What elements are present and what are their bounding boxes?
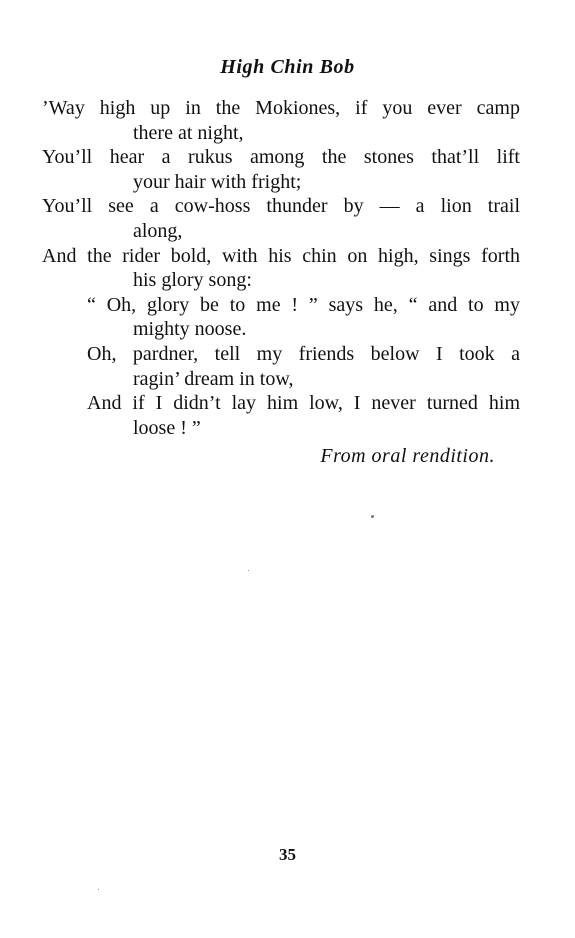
poem-stanza (42, 96, 520, 440)
poem-line-indented: “ Oh, glory be to me ! ” says he, “ and to my (87, 293, 520, 316)
poem-line-continuation: ragin’ dream in tow, (133, 367, 294, 390)
poem-line: ’Way high up in the Mokiones, if you ever camp (42, 97, 520, 119)
poem-line-continuation: along, (133, 219, 183, 242)
poem-line-continuation: mighty noose. (133, 318, 247, 341)
poem-line-indented: And if I didn’t lay him low, I never turned him (87, 392, 520, 415)
poem-line: You’ll see a cow-hoss thunder by — a lion trail (42, 195, 520, 218)
poem-line-continuation: your hair with fright; (133, 170, 302, 193)
print-speck (98, 889, 99, 890)
poem-line-indented: Oh, pardner, tell my friends below I took a (87, 342, 520, 365)
running-head: High Chin Bob (220, 56, 355, 78)
page-number: 35 (279, 845, 296, 864)
poem-line: And the rider bold, with his chin on high, sings forth (42, 244, 520, 267)
poem-line-continuation: loose ! ” (133, 416, 201, 439)
poem-line-continuation: there at night, (133, 121, 244, 144)
poem-line-continuation: his glory song: (133, 269, 252, 292)
print-speck (248, 570, 249, 571)
poem-line: You’ll hear a rukus among the stones that’ll lift (42, 146, 520, 169)
attribution: From oral rendition. (320, 445, 495, 467)
print-speck (371, 515, 374, 518)
